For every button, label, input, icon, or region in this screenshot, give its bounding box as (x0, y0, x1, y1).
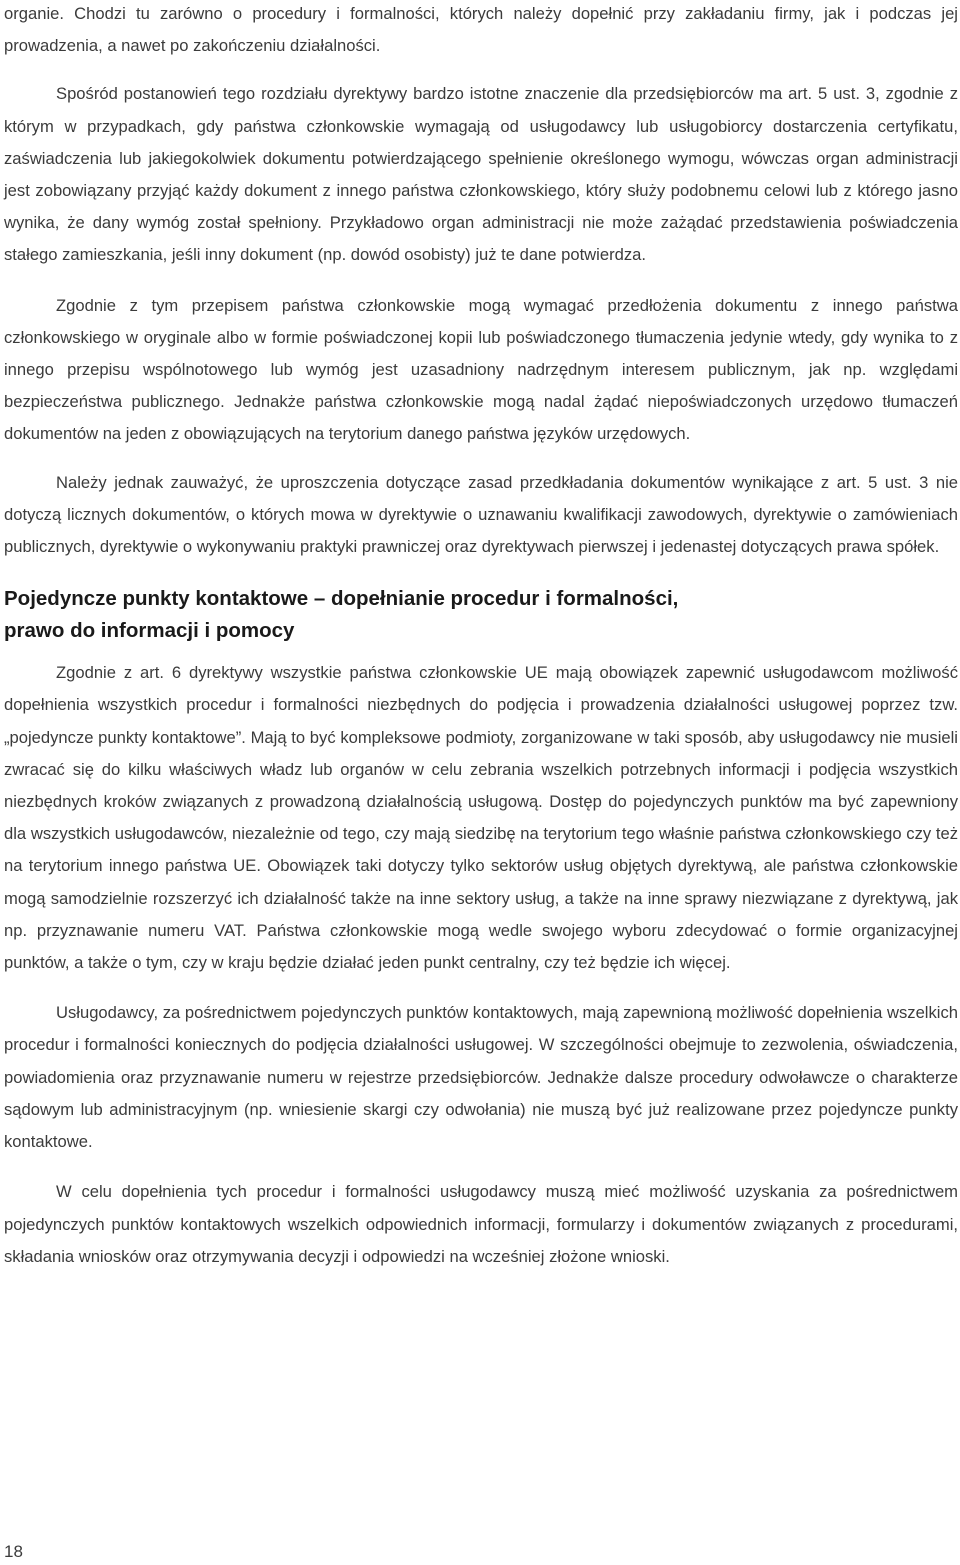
section-heading-line-2: prawo do informacji i pomocy (4, 619, 295, 643)
page-number: 18 (4, 1542, 23, 1561)
section-heading-line-1: Pojedyncze punkty kontaktowe – dopełnianie procedur i formalności, (4, 587, 679, 611)
document-body (4, 0, 958, 1273)
paragraph-continuation: organie. Chodzi tu zarówno o procedury i formalności, których należy dopełnić przy zakładaniu firmy, jak i podczas jej prowadzenia, a nawet po zakończeniu działalności. (4, 4, 958, 56)
section-heading (4, 583, 958, 647)
paragraph-art5-intro: Spośród postanowień tego rozdziału dyrektywy bardzo istotne znaczenie dla przedsiębiorców ma art. 5 ust. 3, zgodnie z którym w przypadkach, gdy państwa członkowskie wymagają od usługodawcy lub usługobiorcy dostarczenia certyfikatu, zaświadczenia lub jakiegokolwiek dokumentu potwierdzającego spełnienie określonego wymogu, wówczas organ administracji jest zobowiązany przyjąć każdy dokument z innego państwa członkowskiego, który służy podobnemu celowi lub z którego jasno wynika, że dany wymóg został spełniony. Przykładowo organ administracji nie może zażądać przedstawienia poświadczenia stałego zamieszkania, jeśli inny dokument (np. dowód osobisty) już te dane potwierdza. (4, 84, 958, 265)
paragraph-original-documents: Zgodnie z tym przepisem państwa członkowskie mogą wymagać przedłożenia dokumentu z innego państwa członkowskiego w oryginale albo w formie poświadczonej kopii lub poświadczonego tłumaczenia jedynie wtedy, gdy wynika to z innego przepisu wspólnotowego lub wymóg jest uzasadniony nadrzędnym interesem publicznym, jak np. względami bezpieczeństwa publicznego. Jednakże państwa członkowskie mogą nadal żądać niepoświadczonych urzędowo tłumaczeń dokumentów na jeden z obowiązujących na terytorium danego państwa języków urzędowych. (4, 295, 958, 444)
paragraph-simplifications: Należy jednak zauważyć, że uproszczenia dotyczące zasad przedkładania dokumentów wynikające z art. 5 ust. 3 nie dotyczą licznych dokumentów, o których mowa w dyrektywie o uznawaniu kwalifikacji zawodowych, dyrektywie o zamówieniach publicznych, dyrektywie o wykonywaniu praktyki prawniczej oraz dyrektywach pierwszej i jedenastej dotyczących prawa spółek. (4, 472, 958, 557)
paragraph-contact-points: Zgodnie z art. 6 dyrektywy wszystkie państwa członkowskie UE mają obowiązek zapewnić usługodawcom możliwość dopełnienia wszystkich procedur i formalności niezbędnych do podjęcia i prowadzenia działalności usługowej poprzez tzw. „pojedyncze punkty kontaktowe”. Mają to być kompleksowe podmioty, zorganizowane w taki sposób, aby usługodawcy nie musieli zwracać się do kilku właściwych władz lub organów w celu zebrania wszelkich potrzebnych informacji i podjęcia wszystkich niezbędnych kroków związanych z prowadzoną działalnością usługową. Dostęp do pojedynczych punktów ma być zapewniony dla wszystkich usługodawców, niezależnie od tego, czy mają siedzibę na terytorium tego właśnie państwa członkowskiego czy też na terytorium innego państwa UE. Obowiązek taki dotyczy tylko sektorów usług objętych dyrektywą, ale państwa członkowskie mogą samodzielnie rozszerzyć ich działalność także na inne sektory usług, a także na inne sprawy niezwiązane z dyrektywą, jak np. przyznawanie numeru VAT. Państwa członkowskie mogą wedle swojego wyboru zdecydować o formie organizacyjnej punktów, a także o tym, czy w kraju będzie działać jeden punkt centralny, czy też będzie ich więcej. (4, 663, 958, 973)
paragraph-information: W celu dopełnienia tych procedur i formalności usługodawcy muszą mieć możliwość uzyskania za pośrednictwem pojedynczych punktów kontaktowych wszelkich odpowiednich informacji, formularzy i dokumentów związanych z procedurami, składania wniosków oraz otrzymywania decyzji i odpowiedzi na wcześniej złożone wnioski. (4, 1182, 958, 1266)
paragraph-procedures: Usługodawcy, za pośrednictwem pojedynczych punktów kontaktowych, mają zapewnioną możliwość dopełnienia wszelkich procedur i formalności koniecznych do podjęcia działalności usługowej. W szczególności obejmuje to zezwolenia, oświadczenia, powiadomienia oraz przyznawanie numeru w rejestrze przedsiębiorców. Jednakże dalsze procedury odwoławcze o charakterze sądowym lub administracyjnym (np. wniesienie skargi czy odwołania) nie muszą być już realizowane przez pojedyncze punkty kontaktowe. (4, 1003, 958, 1152)
